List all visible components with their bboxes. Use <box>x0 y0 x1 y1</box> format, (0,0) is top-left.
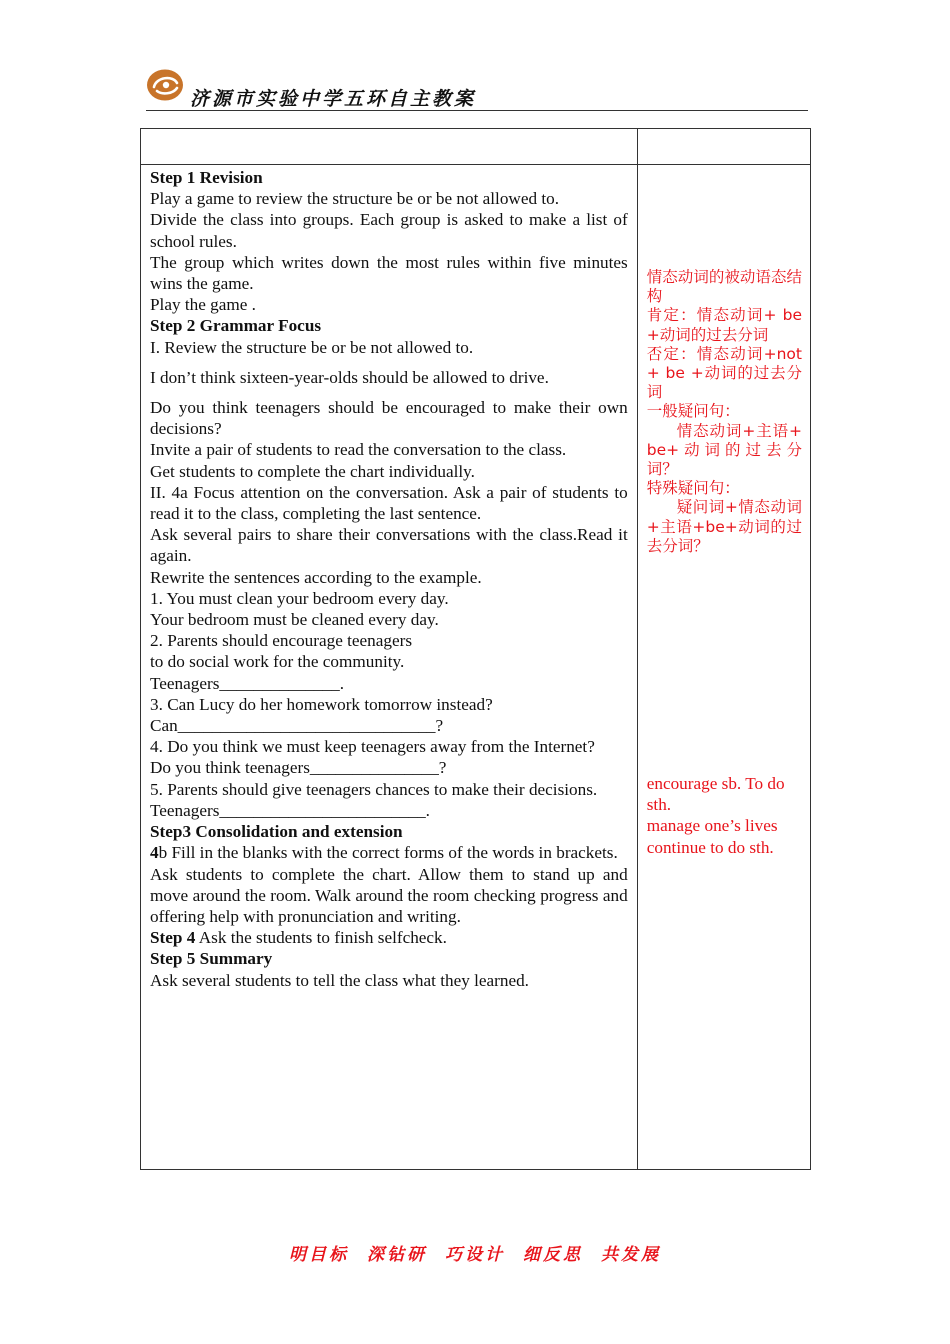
procedure-line: 5. Parents should give teenagers chances to make their decisions. <box>150 779 598 799</box>
procedure-line: Divide the class into groups. Each group is asked to make a list of school rules. <box>150 210 628 251</box>
step-text: b Fill in the blanks with the correct forms of the words in brackets. <box>158 843 618 863</box>
step-heading: Step 1 Revision <box>150 168 263 187</box>
step-label: 4 <box>150 843 159 863</box>
procedure-line: Teenagers________________________. <box>150 800 430 820</box>
step-label: Step 4 <box>150 928 196 948</box>
step-heading: Step3 Consolidation and extension <box>150 822 403 842</box>
motto-item: 深钻研 <box>367 1245 427 1265</box>
margin-notes <box>638 268 810 858</box>
header-divider <box>146 110 808 111</box>
procedure-line: II. 4a Focus attention on the conversation. Ask a pair of students to read it to the class, completing the last sentence. <box>150 482 628 524</box>
header-cell-right <box>637 129 810 165</box>
procedure-line: Teenagers______________. <box>150 673 345 693</box>
procedure-line: Your bedroom must be cleaned every day. <box>150 610 439 630</box>
grammar-note: 疑问词+情态动词+主语+be+动词的过去分词？ <box>646 498 802 555</box>
grammar-note: 肯定：情态动词+ be +动词的过去分词 <box>646 306 802 344</box>
footer-motto <box>0 1240 950 1265</box>
procedure-line: The group which writes down the most rules within five minutes wins the game. <box>150 252 628 294</box>
procedure-line: Rewrite the sentences according to the example. <box>150 567 482 587</box>
procedure-line: I. Review the structure be or be not allowed to. <box>150 337 474 357</box>
procedure-line <box>150 842 628 863</box>
motto-item: 明目标 <box>289 1245 349 1265</box>
procedure-line: Can______________________________? <box>150 716 444 736</box>
procedure-line: Do you think teenagers_______________? <box>150 758 447 778</box>
phrase-note: encourage sb. To do sth. <box>646 774 785 815</box>
procedure-line: 1. You must clean your bedroom every day. <box>150 588 449 608</box>
teaching-procedure <box>141 165 637 991</box>
step-text: Ask the students to finish selfcheck. <box>195 928 447 948</box>
procedure-cell <box>141 165 638 1170</box>
lesson-plan-table <box>140 128 811 1170</box>
grammar-notes <box>647 268 802 556</box>
phrase-note: continue to do sth. <box>646 837 774 857</box>
procedure-line <box>150 927 628 948</box>
grammar-note: 特殊疑问句： <box>646 479 740 498</box>
school-title: 济源市实验中学五环自主教案 <box>190 88 477 110</box>
page-header <box>146 66 808 112</box>
grammar-note: 情态动词+主语+be+动词的过去分词？ <box>646 421 802 479</box>
procedure-line: Ask students to complete the chart. Allow them to stand up and move around the room. Walk around the room checking progress and offering help with pronunciation and writing. <box>150 864 628 926</box>
procedure-line: 2. Parents should encourage teenagers <box>150 631 413 651</box>
procedure-line: Ask several students to tell the class what they learned. <box>150 970 529 990</box>
phrase-note: manage one’s lives <box>646 816 778 836</box>
procedure-line: Play a game to review the structure be or be not allowed to. <box>150 189 560 209</box>
phrase-notes <box>647 773 802 858</box>
procedure-line: Ask several pairs to share their conversations with the class.Read it again. <box>150 525 628 566</box>
procedure-line: Do you think teenagers should be encouraged to make their own decisions? <box>150 398 628 439</box>
table-header-row <box>141 129 811 165</box>
procedure-line: I don’t think sixteen-year-olds should be allowed to drive. <box>150 367 549 387</box>
notes-cell <box>637 165 810 1170</box>
motto-item: 细反思 <box>523 1245 583 1265</box>
procedure-line: to do social work for the community. <box>150 652 405 672</box>
motto-item: 巧设计 <box>445 1245 505 1265</box>
procedure-line: Play the game . <box>150 295 256 315</box>
step-heading: Step 5 Summary <box>150 949 273 969</box>
procedure-line: 3. Can Lucy do her homework tomorrow instead? <box>150 694 493 714</box>
motto-item: 共发展 <box>601 1245 661 1265</box>
grammar-note: 否定：情态动词+not+ be +动词的过去分词 <box>646 344 802 402</box>
grammar-note: 一般疑问句： <box>646 402 740 421</box>
procedure-line: 4. Do you think we must keep teenagers away from the Internet? <box>150 737 595 757</box>
table-body-row <box>141 165 811 1170</box>
procedure-line: Invite a pair of students to read the conversation to the class. <box>150 440 567 460</box>
step-heading: Step 2 Grammar Focus <box>150 316 322 336</box>
procedure-line: Get students to complete the chart individually. <box>150 461 475 481</box>
header-cell-left <box>141 129 638 165</box>
school-logo-icon <box>146 68 186 102</box>
grammar-note: 情态动词的被动语态结构 <box>646 268 802 306</box>
